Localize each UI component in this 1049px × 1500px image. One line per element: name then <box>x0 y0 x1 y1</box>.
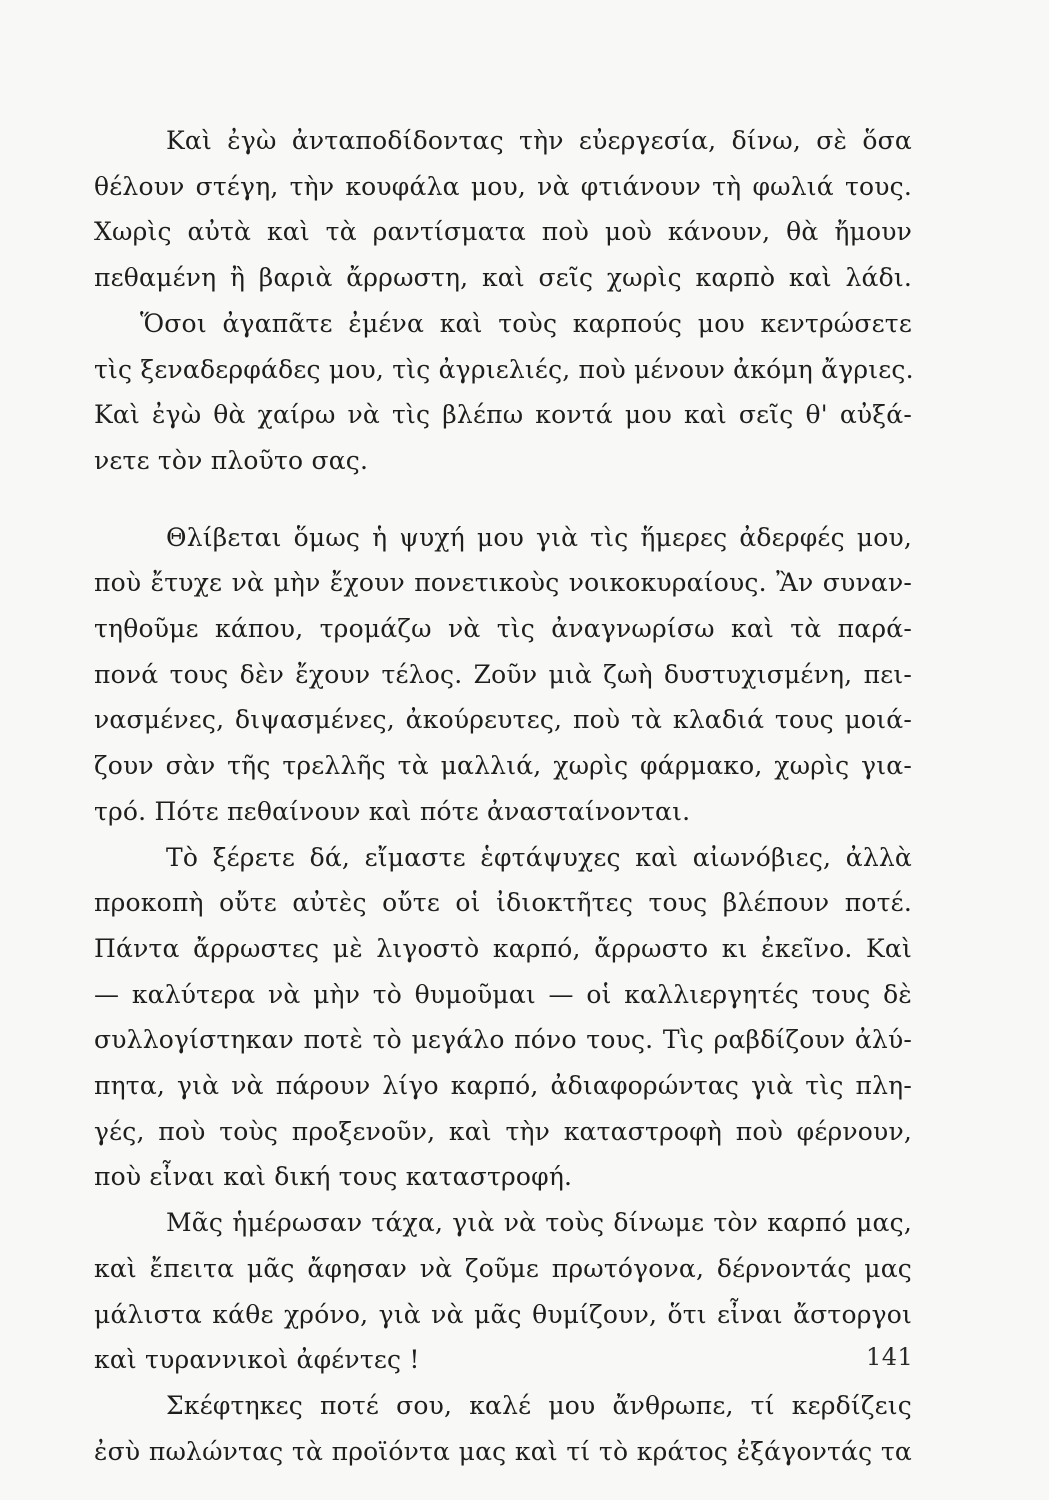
text-line: τὶς ξεναδερφάδες μου, τὶς ἀγριελιές, ποὺ μένουν ἀκόμη ἄγριες. <box>94 354 914 384</box>
text-line: καὶ ἔπειτα μᾶς ἄφησαν νὰ ζοῦμε πρωτόγονα, δέρνοντάς μας <box>94 1253 912 1283</box>
text-line: θέλουν στέγη, τὴν κουφάλα μου, νὰ φτιάνουν τὴ φωλιά τους. <box>94 171 912 201</box>
text-line: προκοπὴ οὔτε αὐτὲς οὔτε οἱ ἰδιοκτῆτες τους βλέπουν ποτέ. <box>94 888 912 918</box>
text-line: Καὶ ἐγὼ ἀνταποδίδοντας τὴν εὐεργεσία, δίνω, σὲ ὅσα <box>166 126 912 155</box>
text-line: Μᾶς ἡμέρωσαν τάχα, γιὰ νὰ τοὺς δίνωμε τὸν καρπό μας, <box>166 1208 912 1238</box>
text-line: ἐσὺ πωλώντας τὰ προϊόντα μας καὶ τί τὸ κράτος ἐξάγοντάς τα <box>94 1436 912 1466</box>
text-line: τηθοῦμε κάπου, τρομάζω νὰ τὶς ἀναγνωρίσω καὶ τὰ παρά- <box>94 614 912 644</box>
text-line: πονά τους δὲν ἔχουν τέλος. Ζοῦν μιὰ ζωὴ δυστυχισμένη, πει- <box>94 659 912 689</box>
text-line: πητα, γιὰ νὰ πάρουν λίγο καρπό, ἀδιαφορώντας γιὰ τὶς πλη- <box>94 1071 912 1101</box>
text-line: Τὸ ξέρετε δά, εἴμαστε ἑφτάψυχες καὶ αἰωνόβιες, ἀλλὰ <box>166 842 912 872</box>
text-line: Καὶ ἐγὼ θὰ χαίρω νὰ τὶς βλέπω κοντά μου καὶ σεῖς θ' αὐξά- <box>94 400 912 430</box>
text-line: πεθαμένη ἢ βαριὰ ἄρρωστη, καὶ σεῖς χωρὶς καρπὸ καὶ λάδι. <box>94 263 912 293</box>
text-line: Χωρὶς αὐτὰ καὶ τὰ ραντίσματα ποὺ μοὺ κάνουν, θὰ ἤμουν <box>94 217 912 247</box>
text-line: καὶ τυραννικοὶ ἀφέντες ! <box>94 1345 420 1375</box>
text-line: νασμένες, διψασμένες, ἀκούρευτες, ποὺ τὰ κλαδιά τους μοιά- <box>94 705 912 735</box>
text-line: συλλογίστηκαν ποτὲ τὸ μεγάλο πόνο τους. Τὶς ραβδίζουν ἀλύ- <box>94 1025 912 1055</box>
text-line: — καλύτερα νὰ μὴν τὸ θυμοῦμαι — οἱ καλλιεργητές τους δὲ <box>94 979 912 1009</box>
paragraph-gap <box>94 484 912 515</box>
text-line: Σκέφτηκες ποτέ σου, καλέ μου ἄνθρωπε, τί κερδίζεις <box>166 1390 912 1420</box>
text-line: ποὺ ἔτυχε νὰ μὴν ἔχουν πονετικοὺς νοικοκυραίους. Ἂν συναν- <box>94 568 912 598</box>
text-line: ποὺ εἶναι καὶ δική τους καταστροφή. <box>94 1162 573 1192</box>
text-line: Ὅσοι ἀγαπᾶτε ἐμένα καὶ τοὺς καρπούς μου κεντρώσετε <box>140 308 912 338</box>
text-line: μάλιστα κάθε χρόνο, γιὰ νὰ μᾶς θυμίζουν, ὅτι εἶναι ἄστοργοι <box>94 1299 912 1329</box>
body-text <box>94 118 912 1474</box>
page-number: 141 <box>866 1343 914 1371</box>
text-line: τρό. Πότε πεθαίνουν καὶ πότε ἀνασταίνονται. <box>94 796 691 826</box>
text-line: ζουν σὰν τῆς τρελλῆς τὰ μαλλιά, χωρὶς φάρμακο, χωρὶς για- <box>94 751 912 781</box>
text-line: νετε τὸν πλοῦτο σας. <box>94 445 369 475</box>
text-line: Πάντα ἄρρωστες μὲ λιγοστὸ καρπό, ἄρρωστο κι ἐκεῖνο. Καὶ <box>94 933 912 963</box>
text-line: Θλίβεται ὅμως ἡ ψυχή μου γιὰ τὶς ἥμερες ἀδερφές μου, <box>166 522 912 552</box>
text-line: γές, ποὺ τοὺς προξενοῦν, καὶ τὴν καταστροφὴ ποὺ φέρνουν, <box>94 1116 912 1146</box>
